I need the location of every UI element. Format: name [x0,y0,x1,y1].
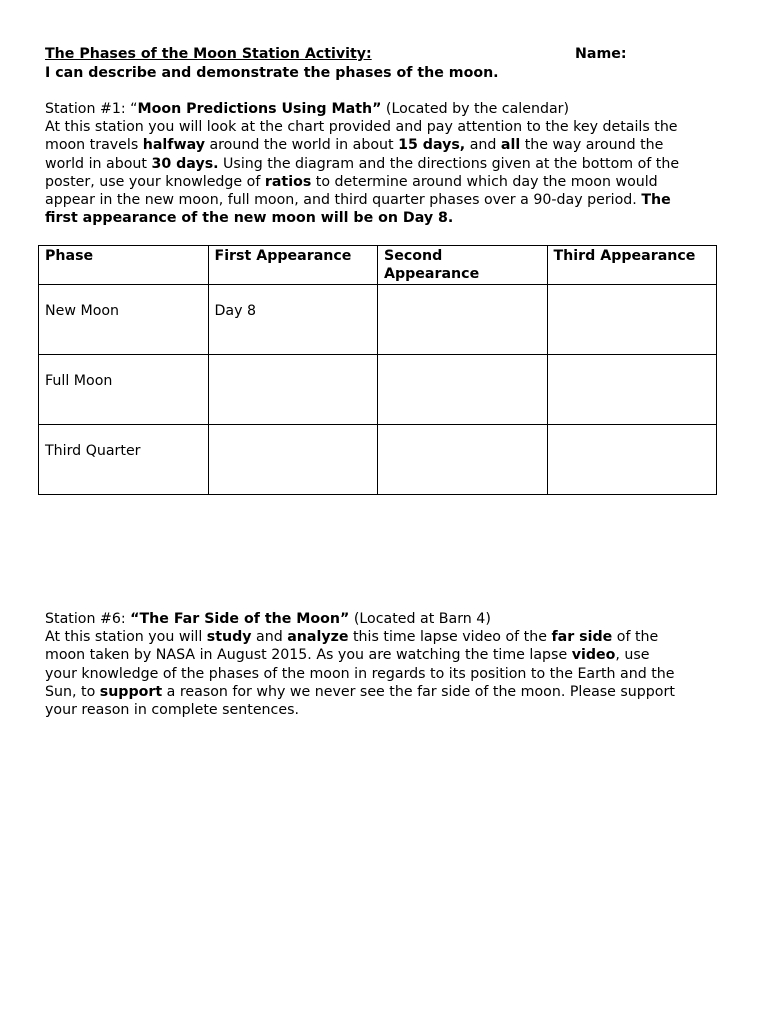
text-line [45,100,735,118]
text-run: Sun, to [45,683,100,700]
name-label: Name: [575,46,627,62]
text-run: and [465,137,501,154]
answer-cell[interactable] [208,355,378,425]
learning-objective: I can describe and demonstrate the phases of the moon. [45,65,499,81]
bold-text-run: ratios [264,173,312,190]
text-run: your reason in complete sentences. [45,702,299,719]
table-row [39,355,717,425]
text-run: (Located by the calendar) [381,101,570,117]
bold-text-run: 15 days, [398,137,466,154]
text-run: (Located at Barn 4) [349,611,491,627]
text-run: moon travels [45,137,143,154]
bold-text-run: support [99,683,163,700]
text-line [45,701,735,719]
answer-cell[interactable] [547,285,717,355]
bold-text-run: Moon Predictions Using Math” [137,101,382,117]
answer-cell[interactable] [208,425,378,495]
header-phase: Phase [39,246,209,285]
text-line [45,646,735,664]
phase-cell: Third Quarter [39,425,209,495]
text-run: the way around the [520,137,664,154]
answer-cell[interactable]: Day 8 [208,285,378,355]
phase-cell: New Moon [39,285,209,355]
text-line [45,191,735,209]
answer-cell[interactable] [378,355,548,425]
text-run: and [251,629,288,646]
text-run: to determine around which day the moon would [311,173,658,190]
bold-text-run: “The Far Side of the Moon” [130,611,350,627]
bold-text-run: analyze [287,629,349,646]
text-run: around the world in about [204,137,399,154]
worksheet-title: The Phases of the Moon Station Activity: [45,46,372,62]
bold-text-run: far side [551,629,613,646]
text-line [45,610,735,628]
text-run: At this station you will look at the chart provided and pay attention to the key details the [45,119,678,136]
text-line [45,628,735,646]
text-run: world in about [45,155,152,172]
bold-text-run: halfway [142,137,205,154]
text-line [45,173,735,191]
table-row [39,425,717,495]
text-run: appear in the new moon, full moon, and third quarter phases over a 90-day period. [45,192,642,209]
text-run: poster, use your knowledge of [45,173,265,190]
text-line [45,118,735,136]
text-line [45,683,735,701]
answer-cell[interactable] [378,425,548,495]
station-1-instructions [45,100,735,227]
answer-cell[interactable] [378,285,548,355]
phase-cell: Full Moon [39,355,209,425]
moon-phase-table [38,245,717,495]
bold-text-run: first appearance of the new moon will be on Day 8. [45,210,454,227]
text-run: Station #1: “ [45,101,138,117]
text-run: a reason for why we never see the far side of the moon. Please support [162,683,675,700]
text-line [45,665,735,683]
bold-text-run: all [500,137,521,154]
header-second-appearance: Second Appearance [378,246,548,285]
title-row [45,46,735,66]
bold-text-run: 30 days. [151,155,219,172]
text-line [45,155,735,173]
table-header-row [39,246,717,285]
text-run: of the [612,629,659,646]
text-run: Using the diagram and the directions given at the bottom of the [218,155,680,172]
bold-text-run: The [641,192,671,209]
answer-cell[interactable] [547,425,717,495]
text-run: , use [615,647,650,664]
text-run: moon taken by NASA in August 2015. As you are watching the time lapse [45,647,572,664]
text-line [45,136,735,154]
station-6-instructions [45,610,735,719]
text-run: your knowledge of the phases of the moon in regards to its position to the Earth and the [45,665,675,682]
header-third-appearance: Third Appearance [547,246,717,285]
bold-text-run: study [206,629,252,646]
header-first-appearance: First Appearance [208,246,378,285]
text-run: At this station you will [45,629,207,646]
table-row [39,285,717,355]
text-run: this time lapse video of the [348,629,552,646]
text-line [45,209,735,227]
text-run: Station #6: [45,611,131,627]
answer-cell[interactable] [547,355,717,425]
bold-text-run: video [571,647,616,664]
